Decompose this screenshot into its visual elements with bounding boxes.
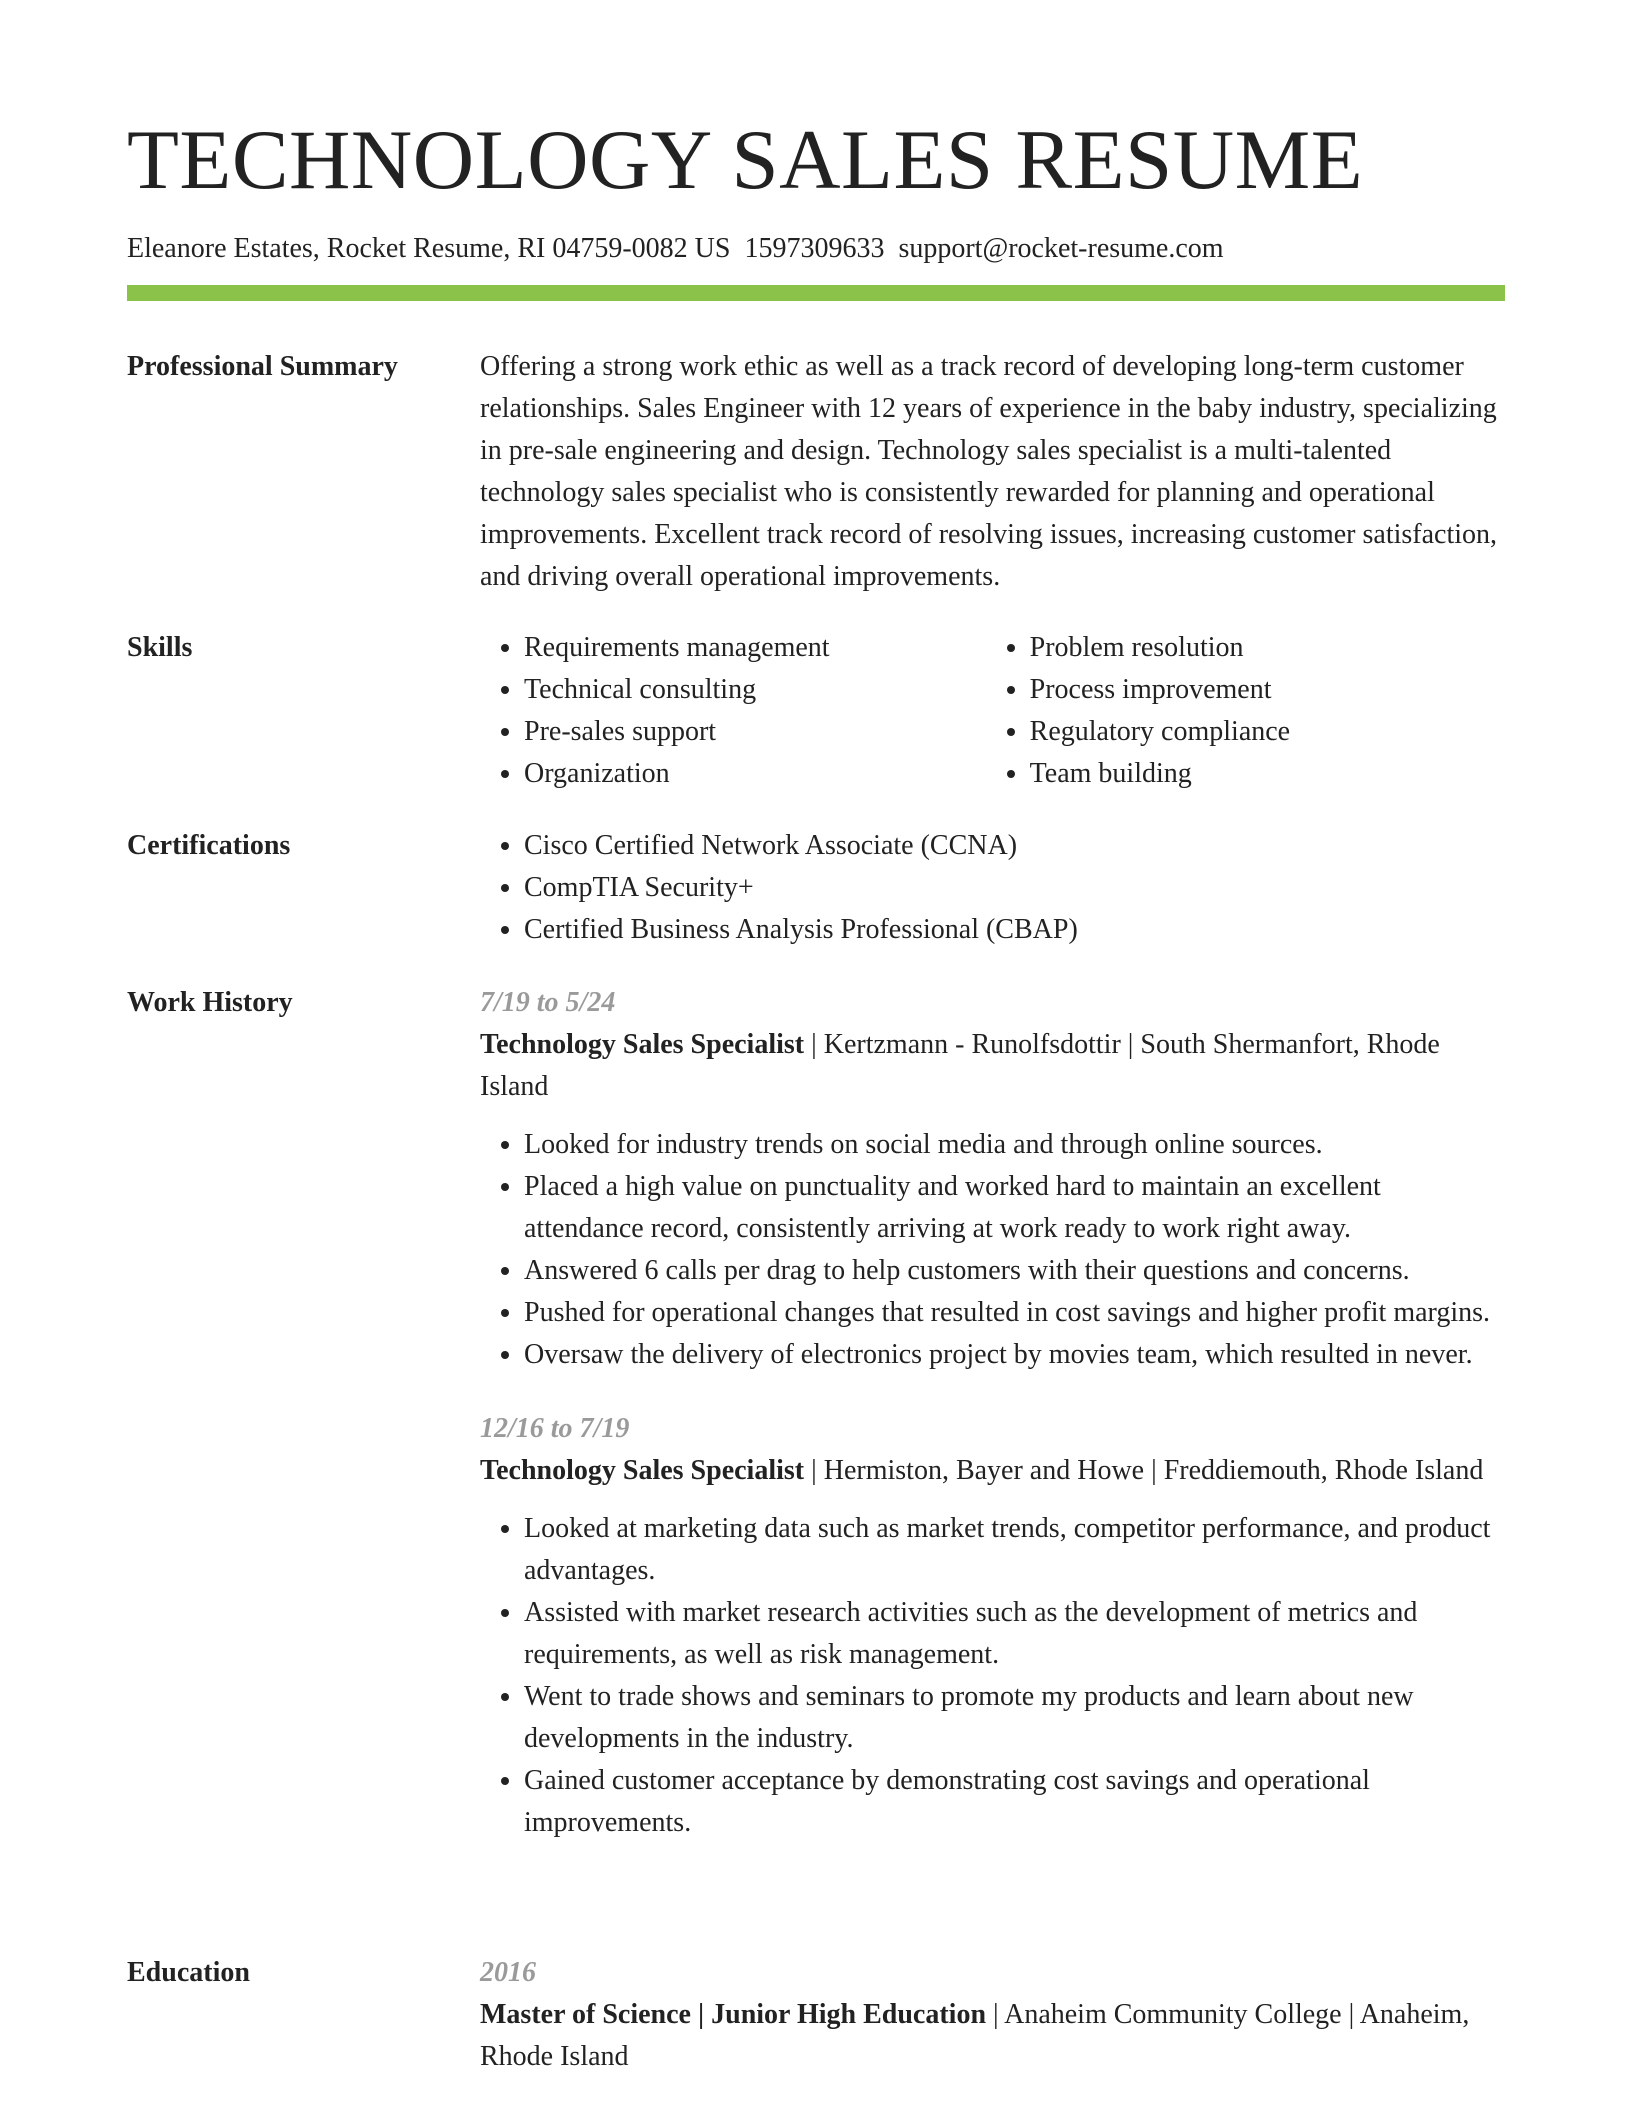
certification-item: • CompTIA Security+ [524, 867, 1505, 909]
skill-item: • Team building [1030, 753, 1505, 795]
job-heading: Technology Sales Specialist | Hermiston, Bayer and Howe | Freddiemouth, Rhode Island [480, 1455, 1484, 1486]
job-bullet: • Pushed for operational changes that resulted in cost savings and higher profit margins. [524, 1292, 1505, 1334]
skills-list-left [480, 627, 986, 795]
education-label: Education [127, 1957, 250, 1988]
skills-label: Skills [127, 632, 193, 663]
job-bullet: • Looked for industry trends on social media and through online sources. [524, 1124, 1505, 1166]
contact-phone: 1597309633 [744, 233, 885, 264]
job-entry [480, 982, 1505, 1376]
job-heading: Technology Sales Specialist | Kertzmann - Runolfsdottir | South Shermanfort, Rhode Island [480, 1029, 1440, 1102]
summary-text: Offering a strong work ethic as well as a track record of developing long-term customer relationships. Sales Engineer with 12 years of experience in the baby industry, specializing in pre-sale engineering and design. Technology sales specialist is a multi-talented technology sales specialist who is consistently rewarded for planning and operational improvements. Excellent track record of resolving issues, increasing customer satisfaction, and driving overall operational improvements. [480, 351, 1498, 592]
skills-list-right [986, 627, 1505, 795]
job-title: Technology Sales Specialist [480, 1029, 805, 1060]
job-bullets [480, 1124, 1505, 1376]
job-entry [480, 1408, 1505, 1844]
job-location: Freddiemouth, Rhode Island [1163, 1455, 1484, 1486]
certification-item: • Certified Business Analysis Professional (CBAP) [524, 909, 1505, 951]
job-dates: 12/16 to 7/19 [480, 1413, 630, 1444]
certification-item: • Cisco Certified Network Associate (CCNA) [524, 825, 1505, 867]
contact-line [127, 232, 1224, 266]
job-title: Technology Sales Specialist [480, 1455, 805, 1486]
job-company: Kertzmann - Runolfsdottir [823, 1029, 1121, 1060]
job-company: Hermiston, Bayer and Howe [823, 1455, 1145, 1486]
education-heading: Master of Science | Junior High Education | Anaheim Community College | Anaheim, Rhode Island [480, 1999, 1470, 2072]
contact-email: support@rocket-resume.com [898, 233, 1224, 264]
job-dates: 7/19 to 5/24 [480, 987, 616, 1018]
job-bullets [480, 1508, 1505, 1844]
education-location: Anaheim, Rhode Island [480, 1999, 1470, 2072]
certifications-label: Certifications [127, 830, 291, 861]
job-bullet: • Gained customer acceptance by demonstrating cost savings and operational improvements. [524, 1760, 1505, 1844]
skill-item: • Problem resolution [1030, 627, 1505, 669]
skill-item: • Requirements management [524, 627, 986, 669]
certifications-list [480, 825, 1505, 951]
summary-label: Professional Summary [127, 351, 398, 382]
job-location: South Shermanfort, Rhode Island [480, 1029, 1440, 1102]
work-history-label: Work History [127, 987, 293, 1018]
skill-item: • Organization [524, 753, 986, 795]
skill-item: • Regulatory compliance [1030, 711, 1505, 753]
job-bullet: • Looked at marketing data such as market trends, competitor performance, and product advantages. [524, 1508, 1505, 1592]
job-bullet: • Assisted with market research activities such as the development of metrics and requirements, as well as risk management. [524, 1592, 1505, 1676]
job-bullet: • Answered 6 calls per drag to help customers with their questions and concerns. [524, 1250, 1505, 1292]
skill-item: • Pre-sales support [524, 711, 986, 753]
job-bullet: • Oversaw the delivery of electronics project by movies team, which resulted in never. [524, 1334, 1505, 1376]
job-bullet: • Placed a high value on punctuality and worked hard to maintain an excellent attendance record, consistently arriving at work ready to work right away. [524, 1166, 1505, 1250]
skill-item: • Process improvement [1030, 669, 1505, 711]
skill-item: • Technical consulting [524, 669, 986, 711]
accent-divider [127, 285, 1505, 301]
job-bullet: • Went to trade shows and seminars to promote my products and learn about new developments in the industry. [524, 1676, 1505, 1760]
contact-address: Eleanore Estates, Rocket Resume, RI 04759-0082 US [127, 233, 731, 264]
resume-title: TECHNOLOGY SALES RESUME [127, 113, 1364, 207]
education-school: Anaheim Community College [1004, 1999, 1342, 2030]
education-degree: Master of Science | Junior High Education [480, 1999, 987, 2030]
education-year: 2016 [480, 1957, 536, 1988]
